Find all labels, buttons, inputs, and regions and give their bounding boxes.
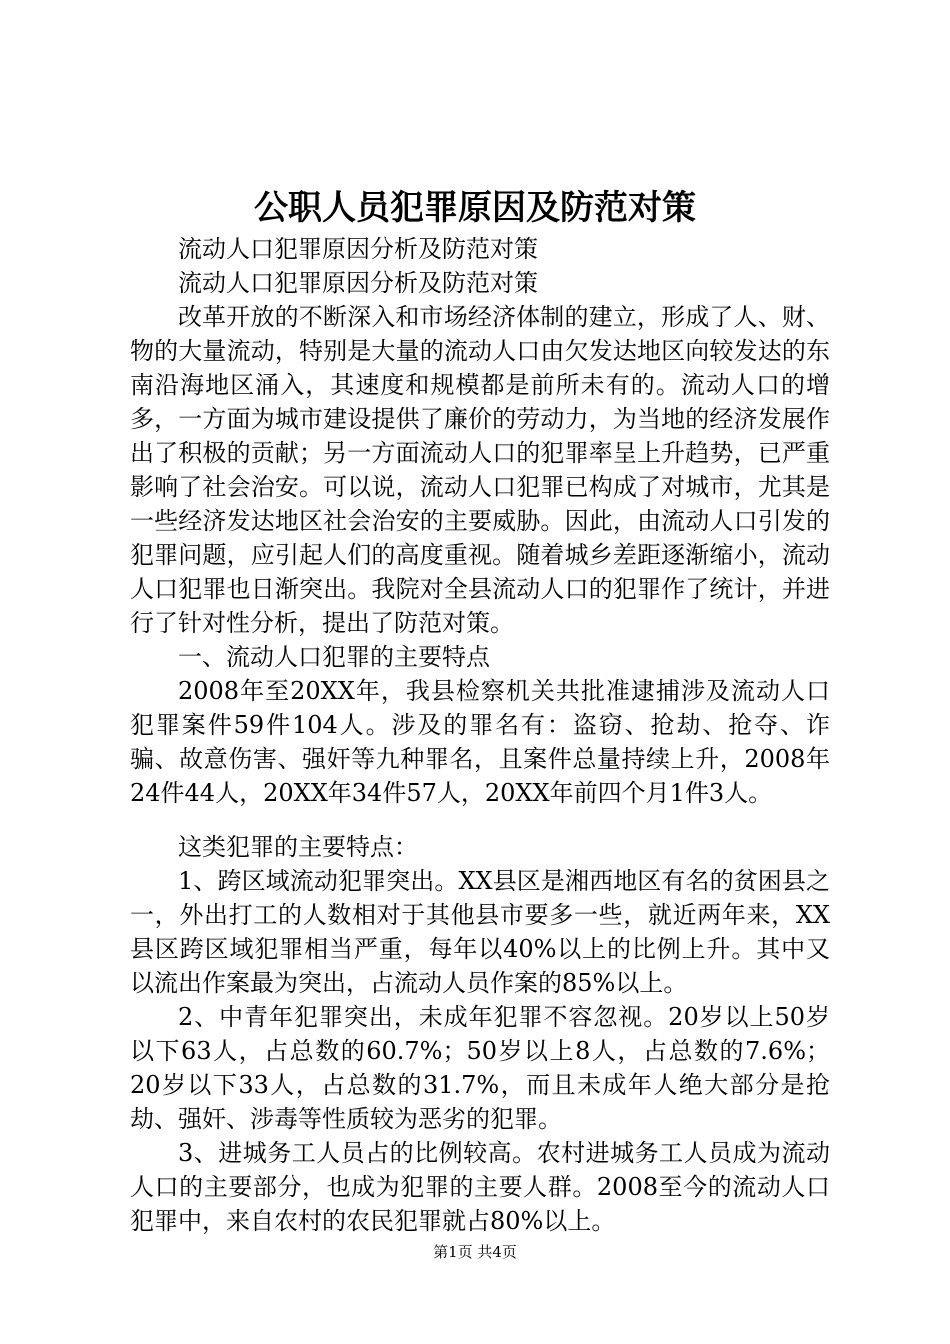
section-heading: 一、流动人口犯罪的主要特点 [178,643,490,671]
subtitle-line: 流动人口犯罪原因分析及防范对策 [178,235,538,263]
body-paragraph: 改革开放的不断深入和市场经济体制的建立，形成了人、财、物的大量流动，特别是大量的流动人口由欠发达地区向较发达的东南沿海地区涌入，其速度和规模都是前所未有的。流动人口的增多，一方面为城市建设提供了廉价的劳动力，为当地的经济发展作出了积极的贡献；另一方面流动人口的犯罪率呈上升趋势，已严重影响了社会治安。可以说，流动人口犯罪已构成了对城市，尤其是一些经济发达地区社会治安的主要威胁。因此，由流动人口引发的犯罪问题，应引起人们的高度重视。随着城乡差距逐渐缩小，流动人口犯罪也日渐突出。我院对全县流动人口的犯罪作了统计，并进行了针对性分析，提出了防范对策。 [130,303,830,637]
body-paragraph: 2、中青年犯罪突出，未成年犯罪不容忽视。20岁以上50岁以下63人，占总数的60.7%；50岁以上8人，占总数的7.6%；20岁以下33人，占总数的31.7%，而且未成年人绝大部分是抢劫、强奸、涉毒等性质较为恶劣的犯罪。 [130,1003,830,1133]
subtitle-line: 流动人口犯罪原因分析及防范对策 [178,269,538,297]
body-paragraph: 3、进城务工人员占的比例较高。农村进城务工人员成为流动人口的主要部分，也成为犯罪的主要人群。2008至今的流动人口犯罪中，来自农村的农民犯罪就占80%以上。 [130,1139,830,1235]
body-paragraph: 2008年至20XX年，我县检察机关共批准逮捕涉及流动人口犯罪案件59件104人。涉及的罪名有：盗窃、抢劫、抢夺、诈骗、故意伤害、强奸等九种罪名，且案件总量持续上升，2008年24件44人，20XX年34件57人，20XX年前四个月1件3人。 [130,677,830,807]
body-paragraph: 这类犯罪的主要特点： [178,833,418,861]
page-footer: 第1页 共4页 [433,1243,517,1261]
body-paragraph: 1、跨区域流动犯罪突出。XX县区是湘西地区有名的贫困县之一，外出打工的人数相对于其他县市要多一些，就近两年来，XX县区跨区域犯罪相当严重，每年以40%以上的比例上升。其中又以流出作案最为突出，占流动人员作案的85%以上。 [130,867,830,997]
document-title: 公职人员犯罪原因及防范对策 [254,188,696,228]
document-body [130,232,830,1238]
